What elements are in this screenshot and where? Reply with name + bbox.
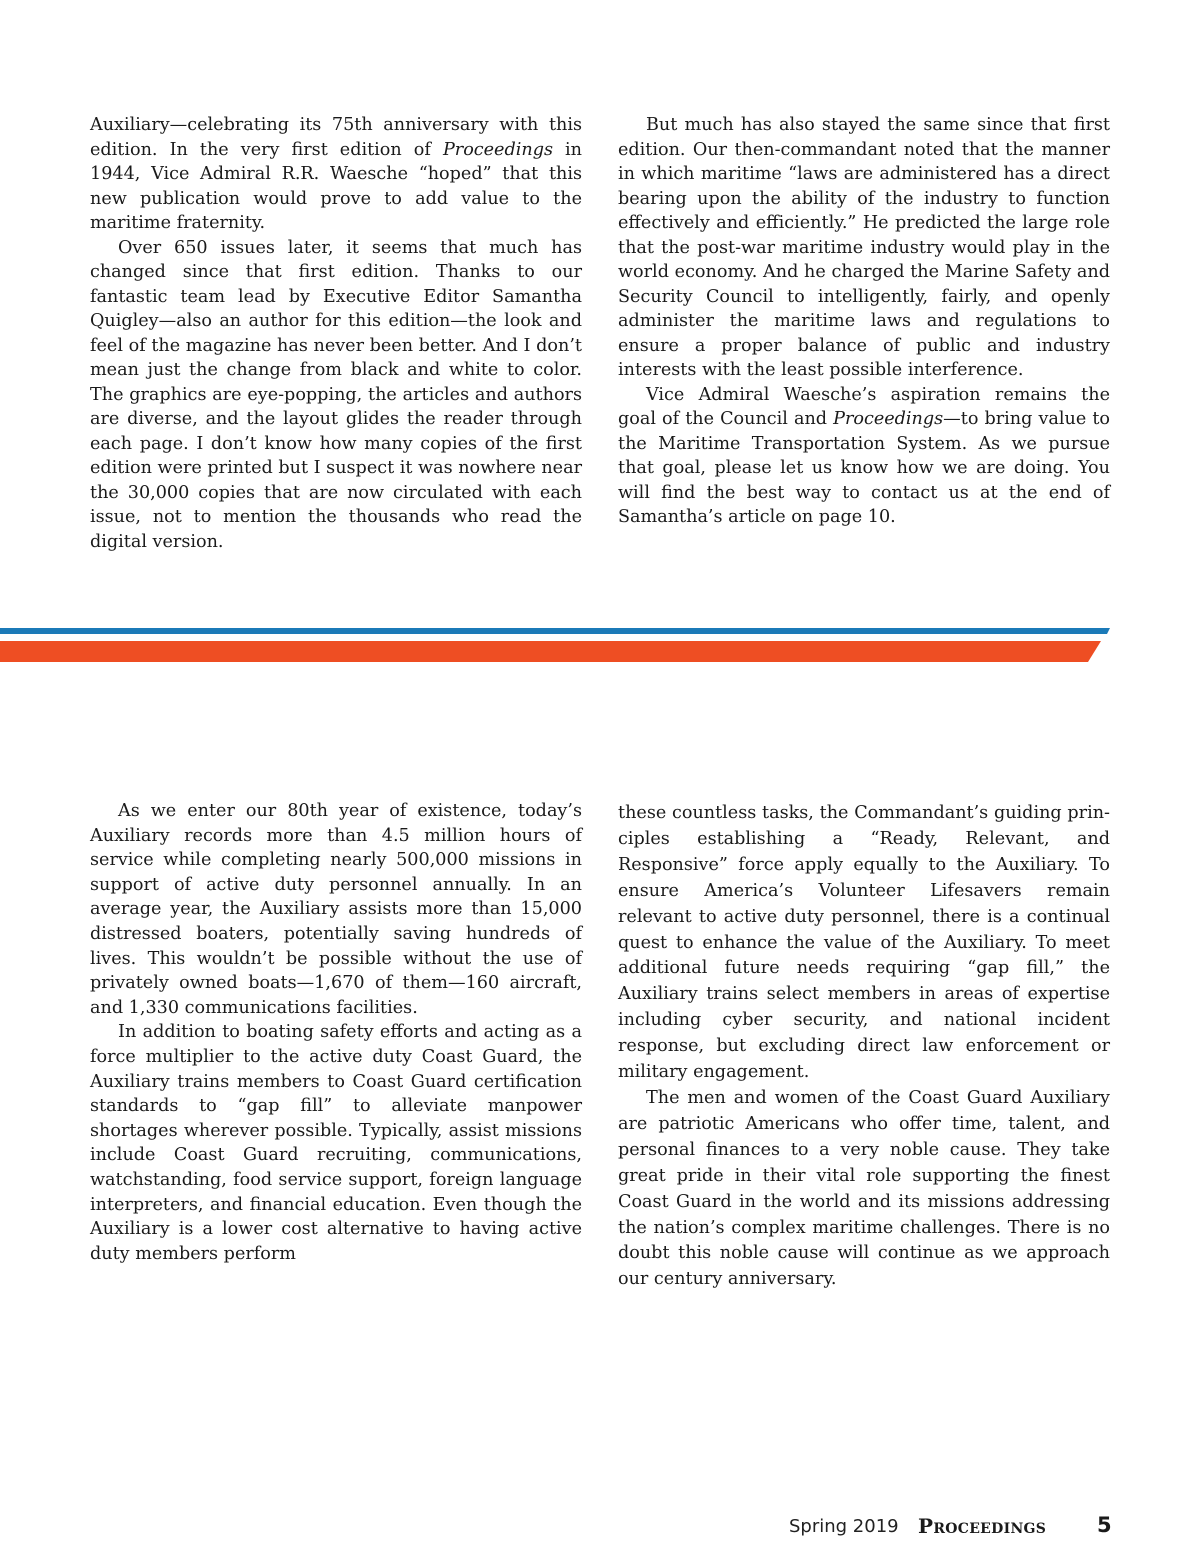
- blue-stripe: [0, 628, 1110, 634]
- paragraph: As we enter our 80th year of existence, today’s Auxiliary records more than 4.5 million hours of service while completing nearly 500,000 missions in support of active duty personnel annually. In an average year, the Auxiliary assists more than 15,000 distressed boaters, potentially saving hundreds of lives. This wouldn’t be possible without the use of privately owned boats—1,670 of them—160 aircraft, and 1,330 communications facilities.: [90, 801, 582, 1018]
- paragraph: Over 650 issues later, it seems that much has changed since that first edition. Thanks to our fantastic team lead by Executive Editor Samantha Quigley—also an author for this edition—the look and feel of the magazine has never been better. And I don’t mean just the change from black and white to color. The graphics are eye-popping, the articles and authors are diverse, and the layout glides the reader through each page. I don’t know how many copies of the first edition were printed but I suspect it was nowhere near the 30,000 copies that are now circulated with each issue, not to mention the thousands who read the digital version.: [90, 237, 582, 552]
- issue-date: Spring 2019: [789, 1516, 899, 1537]
- orange-stripe: [0, 641, 1101, 662]
- paragraph: But much has also stayed the same since that first edition. Our then-commandant noted that the manner in which maritime “laws are administered has a direct bearing upon the ability of the industry to function effectively and efficiently.” He predicted the large role that the post-war maritime industry would play in the world economy. And he charged the Marine Safety and Security Council to intelligently, fairly, and openly administer the maritime laws and regulations to ensure a proper balance of public and industry interests with the least possible interference.: [618, 115, 1110, 380]
- paragraph: The men and women of the Coast Guard Auxiliary are patriotic Americans who offer time, talent, and personal finances to a very noble cause. They take great pride in their vital role supporting the finest Coast Guard in the world and its missions addressing the nation’s complex maritime challenges. There is no doubt this noble cause will continue as we approach our century anniversary.: [618, 1087, 1110, 1290]
- top-right-column: [618, 113, 1110, 530]
- paragraph: Vice Admiral Waesche’s aspiration remains the goal of the Council and Proceedings—to bring value to the Maritime Transportation System. As we pursue that goal, please let us know how we are doing. You will find the best way to contact us at the end of Samantha’s article on page 10.: [618, 384, 1110, 527]
- bottom-right-column: [618, 801, 1110, 1293]
- top-left-column: [90, 113, 582, 554]
- paragraph: Auxiliary—celebrating its 75th anniversary with this edition. In the very first edition of Proceedings in 1944, Vice Admiral R.R. Waesche “hoped” that this new publication would prove to add value to the maritime fraternity.: [90, 115, 582, 233]
- page-number: 5: [1097, 1513, 1112, 1537]
- page-footer: [0, 1513, 1200, 1543]
- paragraph: In addition to boating safety efforts and acting as a force multiplier to the active duty Coast Guard, the Auxiliary trains members to Coast Guard certification standards to “gap fill” to alleviate manpower shortages wherever possible. Typically, assist missions include Coast Guard recruiting, communications, watchstanding, food service support, foreign language interpreters, and financial education. Even though the Auxiliary is a lower cost alternative to having active duty members perform: [90, 1022, 582, 1264]
- publication-name: Proceedings: [918, 1514, 1047, 1538]
- bottom-left-column: [90, 799, 582, 1266]
- paragraph: these countless tasks, the Commandant’s guiding principles establishing a “Ready, Relevant, and Responsive” force apply equally to the Auxiliary. To ensure America’s Volunteer Lifesavers remain relevant to active duty personnel, there is a continual quest to enhance the value of the Auxiliary. To meet additional future needs requiring “gap fill,” the Auxiliary trains select members in areas of expertise including cyber security, and national incident response, but excluding direct law enforcement or military engagement.: [618, 803, 1110, 1083]
- stripe-divider: [0, 626, 1200, 664]
